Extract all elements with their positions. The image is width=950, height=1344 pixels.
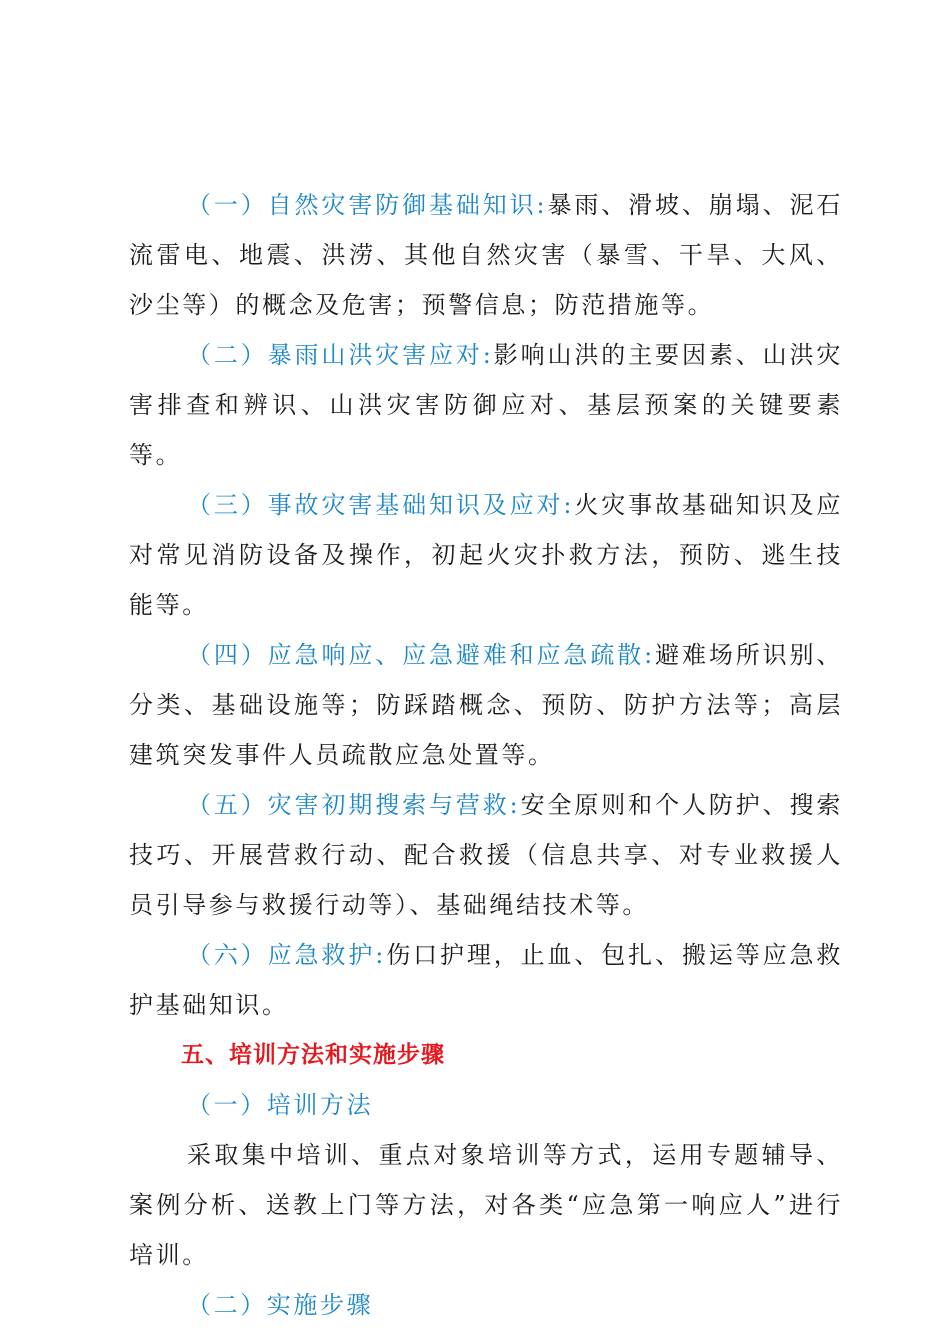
paragraph-heading: （二）暴雨山洪灾害应对: xyxy=(187,341,494,369)
paragraph-heading: （五）灾害初期搜索与营救: xyxy=(187,791,521,819)
paragraph-flood-response xyxy=(129,330,843,480)
document-body xyxy=(129,180,843,1330)
paragraph-text: 火灾事故基础知识及应对常见消防设备及操作，初起火灾扑救方法，预防、逃生技能等。 xyxy=(129,491,844,619)
paragraph-first-aid xyxy=(129,930,843,1030)
paragraph-text: 伤口护理，止血、包扎、搬运等应急救护基础知识。 xyxy=(129,941,843,1019)
section-title: 五、培训方法和实施步骤 xyxy=(181,1042,445,1068)
paragraph-heading: （六）应急救护: xyxy=(187,941,386,969)
paragraph-natural-disaster xyxy=(129,180,843,330)
subsection-title-methods: （一）培训方法 xyxy=(187,1091,374,1119)
paragraph-emergency-evacuation xyxy=(129,630,843,780)
paragraph-search-rescue xyxy=(129,780,843,930)
paragraph-text: 暴雨、滑坡、崩塌、泥石流雷电、地震、洪涝、其他自然灾害（暴雪、干旱、大风、沙尘等）的概念及危害；预警信息；防范措施等。 xyxy=(129,191,843,319)
paragraph-methods-body: 采取集中培训、重点对象培训等方式，运用专题辅导、案例分析、送教上门等方法，对各类“应急第一响应人”进行培训。 xyxy=(129,1141,843,1269)
paragraph-text: 避难场所识别、分类、基础设施等；防踩踏概念、预防、防护方法等；高层建筑突发事件人员疏散应急处置等。 xyxy=(129,641,843,769)
paragraph-heading: （一）自然灾害防御基础知识: xyxy=(187,191,548,219)
paragraph-heading: （三）事故灾害基础知识及应对: xyxy=(187,491,575,519)
paragraph-heading: （四）应急响应、应急避难和应急疏散: xyxy=(187,641,655,669)
paragraph-accident-disaster xyxy=(129,480,843,630)
subsection-title-steps: （二）实施步骤 xyxy=(187,1291,374,1319)
paragraph-text: 影响山洪的主要因素、山洪灾害排查和辨识、山洪灾害防御应对、基层预案的关键要素等。 xyxy=(129,341,843,469)
paragraph-text: 安全原则和个人防护、搜索技巧、开展营救行动、配合救援（信息共享、对专业救援人员引导参与救援行动等）、基础绳结技术等。 xyxy=(129,791,843,919)
